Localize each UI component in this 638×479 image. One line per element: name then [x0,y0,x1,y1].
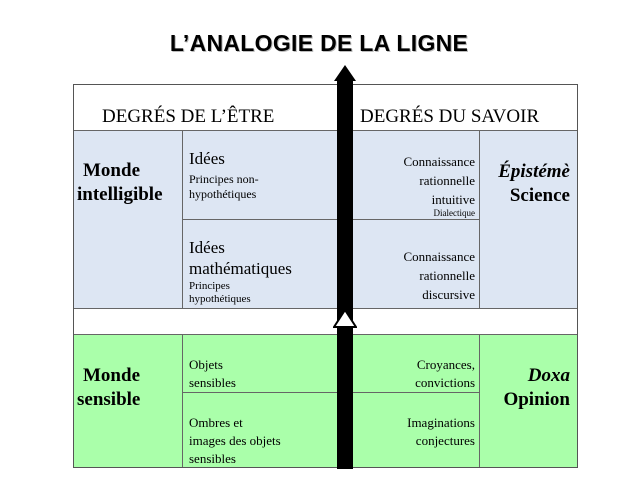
imaginations: Imaginations conjectures [407,415,475,448]
header-degrees-of-knowledge: DEGRÉS DU SAVOIR [360,106,540,127]
left-col-divider-top [182,130,183,308]
episteme-label: Épistémè Science [498,161,570,206]
right-col-divider-top [479,130,480,308]
axis-middle-arrow-icon [333,309,357,329]
sensible-top-line [74,334,577,335]
sensible-world-label: Monde sensible [77,365,141,410]
page-title: L’ANALOGIE DE LA LIGNE [169,30,469,56]
header-divider [74,130,577,131]
ideas-title: Idées [189,149,225,168]
axis-top-arrow-icon [333,64,357,82]
header-degrees-of-being: DEGRÉS DE L’ÊTRE [102,106,275,127]
doxa-label: Doxa Opinion [503,365,570,410]
math-principles: Principes hypothétiques [189,280,251,305]
intelligible-world-label: Monde intelligible [77,160,163,205]
intuitive-knowledge: Connaissance rationnelle intuitive [403,154,475,207]
intelligible-bottom-line [74,308,577,309]
right-col-divider-bottom [479,334,480,467]
intelligible-mid-line [182,219,479,220]
left-col-divider-bottom [182,334,183,467]
dialectic-note: Dialectique [433,208,475,218]
math-ideas-title: Idées mathématiques [189,238,292,278]
line-axis [337,80,353,469]
discursive-knowledge: Connaissance rationnelle discursive [403,249,475,302]
ideas-principles: Principes non- hypothétiques [189,172,259,201]
sensible-mid-line [182,392,479,393]
shadows-images: Ombres et images des objets sensibles [189,415,281,466]
sensible-objects: Objets sensibles [189,357,236,390]
beliefs: Croyances, convictions [415,357,475,390]
